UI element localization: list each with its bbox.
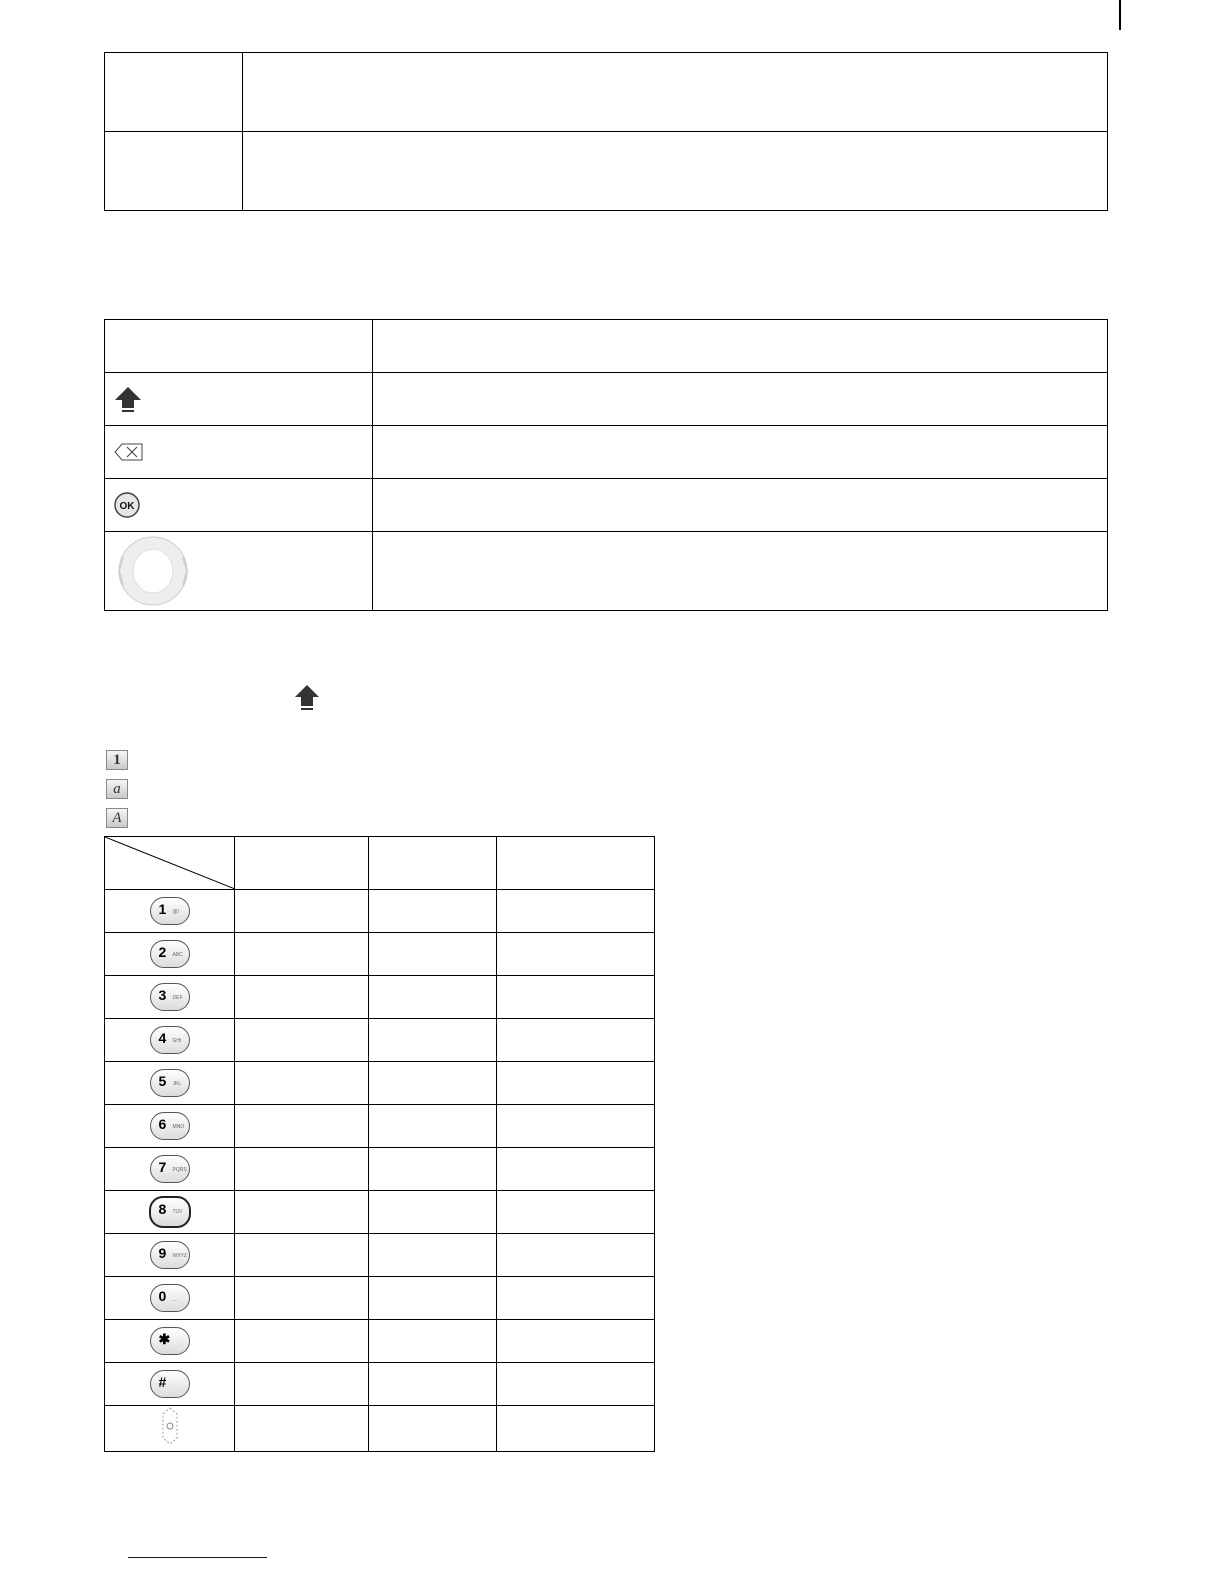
ok-button-icon <box>113 491 141 519</box>
keypad-table-row <box>105 1363 655 1406</box>
navigation-ring-icon <box>113 535 193 607</box>
page-margin-bar <box>1119 0 1121 30</box>
keypad-table-row <box>105 1320 655 1363</box>
key-digit: 2 <box>158 944 167 960</box>
key-digit: 0 <box>158 1288 167 1304</box>
top-table-row <box>105 132 1108 211</box>
key-letters: ABC <box>172 952 183 958</box>
key-digit: ✱ <box>158 1331 171 1347</box>
numeric-mode-icon: 1 <box>106 750 128 770</box>
backspace-icon <box>113 441 145 463</box>
keypad-table <box>104 836 655 1452</box>
key-digit: 7 <box>158 1159 167 1175</box>
keypad-table-row <box>105 1062 655 1105</box>
key-digit: 9 <box>158 1245 167 1261</box>
key-letters: @/ <box>172 909 179 915</box>
lowercase-mode-icon: a <box>106 779 128 799</box>
keypad-key-12-icon <box>150 1370 190 1398</box>
keypad-key-4-icon <box>150 1026 190 1054</box>
keys-table <box>104 319 1108 611</box>
keypad-key-8-icon <box>149 1196 191 1228</box>
keypad-table-row <box>105 933 655 976</box>
keys-table-row <box>105 479 1108 532</box>
keypad-table-row <box>105 1277 655 1320</box>
key-letters: MNO <box>172 1124 185 1130</box>
top-table <box>104 52 1108 211</box>
top-table-row <box>105 53 1108 132</box>
key-letters: GHI <box>172 1038 182 1044</box>
keypad-table-row <box>105 1019 655 1062</box>
shift-arrow-icon <box>294 684 320 714</box>
key-letters: _ . <box>172 1296 179 1302</box>
footer-link-underline[interactable] <box>128 1557 267 1558</box>
keys-table-row <box>105 426 1108 479</box>
navigation-key-icon <box>159 1406 181 1446</box>
key-digit: 1 <box>158 901 167 917</box>
diagonal-divider <box>105 837 235 889</box>
key-letters: PQRS <box>172 1167 187 1173</box>
keypad-key-7-icon <box>150 1155 190 1183</box>
key-digit: 5 <box>158 1073 167 1089</box>
key-digit: # <box>158 1374 167 1390</box>
keypad-key-10-icon <box>150 1284 190 1312</box>
keypad-key-11-icon <box>150 1327 190 1355</box>
keypad-table-row <box>105 1234 655 1277</box>
keypad-key-5-icon <box>150 1069 190 1097</box>
keys-table-row <box>105 532 1108 611</box>
keypad-key-1-icon <box>150 897 190 925</box>
key-digit: 8 <box>158 1201 167 1217</box>
key-digit: 4 <box>158 1030 167 1046</box>
uppercase-mode-icon: A <box>106 808 128 828</box>
keypad-table-row <box>105 1406 655 1452</box>
keypad-key-3-icon <box>150 983 190 1011</box>
keypad-key-2-icon <box>150 940 190 968</box>
keypad-key-9-icon <box>150 1241 190 1269</box>
key-letters: JKL <box>172 1081 182 1087</box>
keypad-table-row <box>105 1105 655 1148</box>
keypad-table-row <box>105 1148 655 1191</box>
keypad-table-header <box>105 837 655 890</box>
keypad-key-6-icon <box>150 1112 190 1140</box>
keys-table-row <box>105 373 1108 426</box>
shift-arrow-icon <box>113 384 143 414</box>
keypad-table-row <box>105 976 655 1019</box>
keypad-table-row <box>105 1191 655 1234</box>
keys-table-header <box>105 320 1108 373</box>
key-letters: TUV <box>172 1209 183 1215</box>
key-digit: 6 <box>158 1116 167 1132</box>
svg-text:OK: OK <box>119 501 135 512</box>
key-letters: . <box>172 1382 174 1388</box>
key-letters: DEF <box>172 995 183 1001</box>
key-letters: WXYZ <box>172 1253 187 1259</box>
key-digit: 3 <box>158 987 167 1003</box>
keypad-table-row <box>105 890 655 933</box>
